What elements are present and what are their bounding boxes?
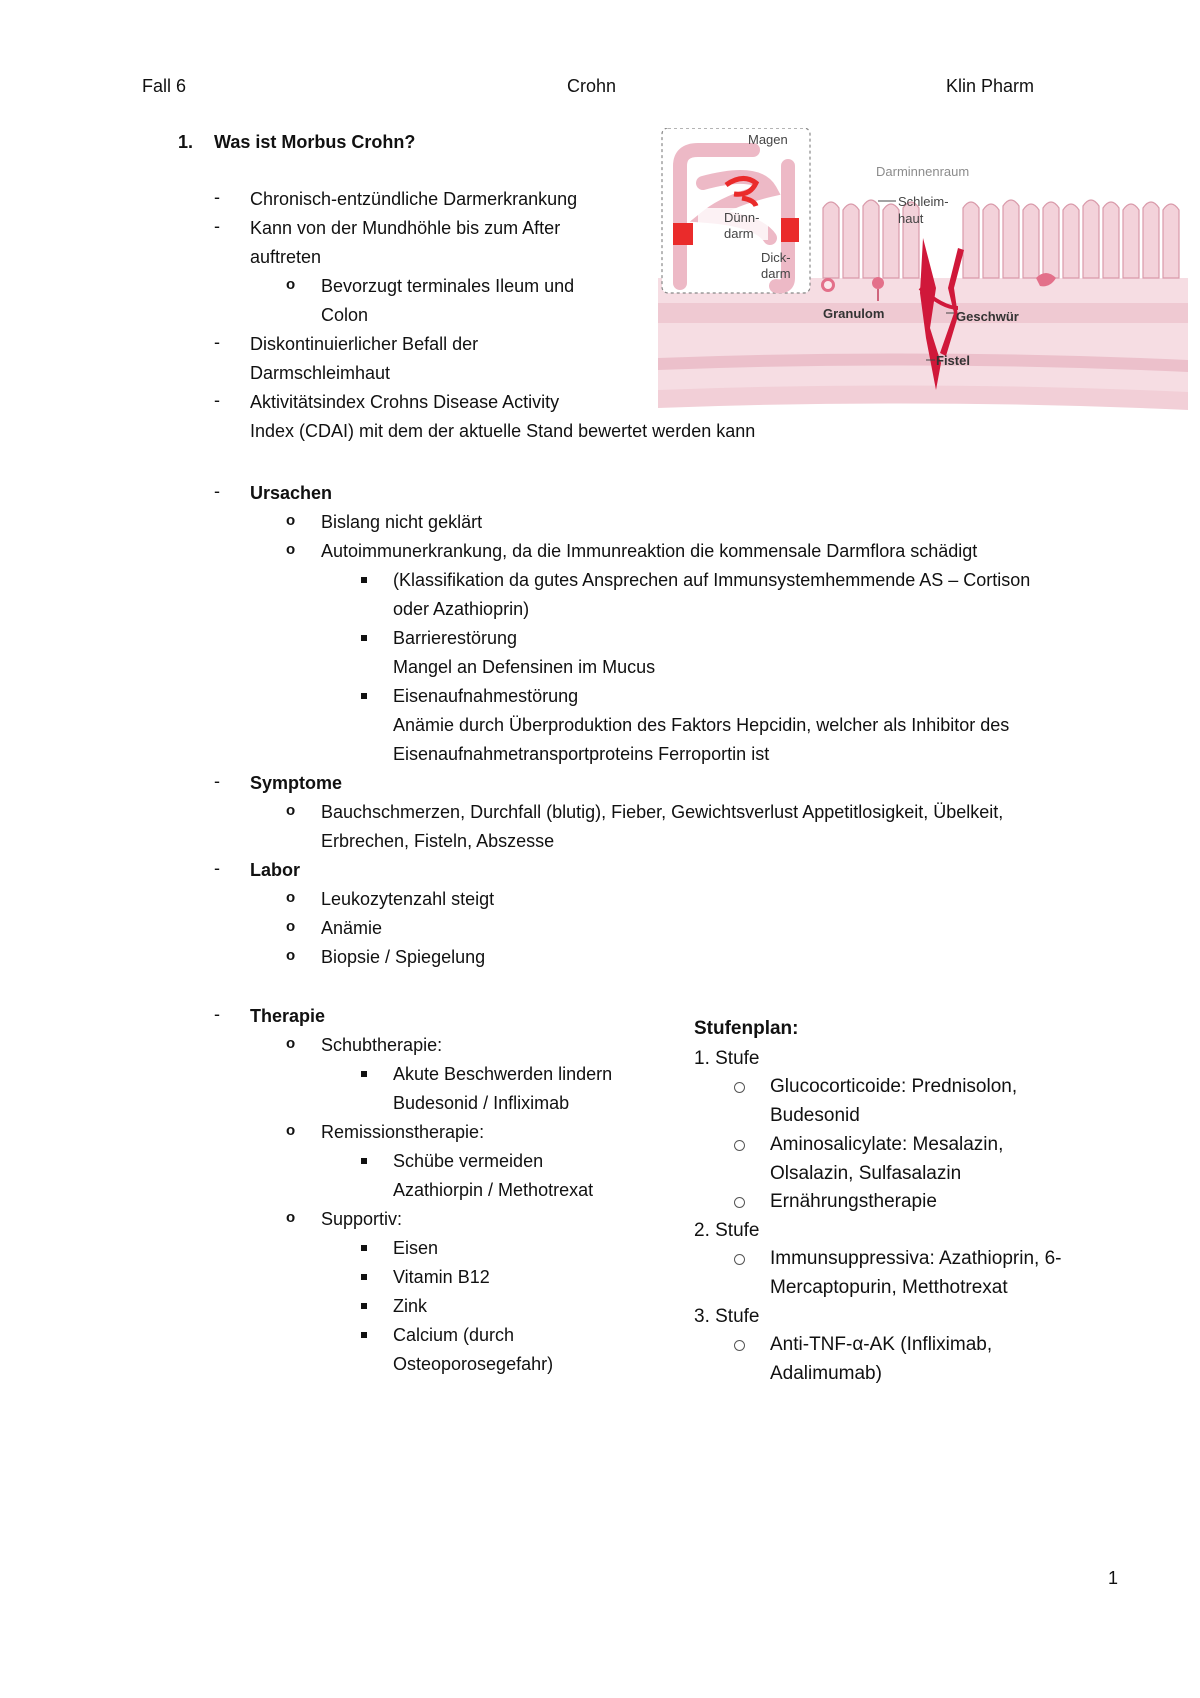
- list-item: Eisenaufnahmestörung: [393, 686, 579, 706]
- list-item: Vitamin B12: [393, 1267, 490, 1287]
- list-item: Autoimmunerkrankung, da die Immunreaktion die kommensale Darmflora schädigt: [321, 541, 978, 561]
- list-item: Olsalazin, Sulfasalazin: [770, 1163, 962, 1184]
- stufe-1-label: 1. Stufe: [694, 1048, 760, 1069]
- section-title: Was ist Morbus Crohn?: [214, 132, 416, 152]
- list-item: Bauchschmerzen, Durchfall (blutig), Fieber, Gewichtsverlust Appetitlosigkeit, Übelkeit,: [321, 802, 1004, 822]
- square-bullet: [361, 1274, 367, 1280]
- list-item: Bevorzugt terminales Ileum und: [321, 276, 575, 296]
- circle-bullet: [734, 1140, 745, 1151]
- list-item: Schübe vermeiden: [393, 1151, 544, 1171]
- list-item: Leukozytenzahl steigt: [321, 889, 495, 909]
- label-dickdarm-2: darm: [761, 266, 791, 281]
- square-bullet: [361, 1303, 367, 1309]
- label-dickdarm-1: Dick-: [761, 250, 791, 265]
- list-item: Kann von der Mundhöhle bis zum After: [250, 218, 561, 238]
- list-item: Glucocorticoide: Prednisolon,: [770, 1076, 1018, 1097]
- circle-bullet: [734, 1197, 745, 1208]
- circle-bullet: o: [286, 541, 296, 558]
- list-item: Diskontinuierlicher Befall der: [250, 334, 479, 354]
- list-item: Zink: [393, 1296, 428, 1316]
- page-number: 1: [1108, 1568, 1119, 1588]
- list-item: oder Azathioprin): [393, 599, 530, 619]
- dash-bullet: -: [214, 481, 220, 501]
- square-bullet: [361, 1332, 367, 1338]
- stufenplan-heading: Stufenplan:: [694, 1018, 799, 1039]
- list-item: Budesonid / Infliximab: [393, 1093, 570, 1113]
- symptome-heading: Symptome: [250, 773, 343, 793]
- list-item: Remissionstherapie:: [321, 1122, 485, 1142]
- list-item: Aktivitätsindex Crohns Disease Activity: [250, 392, 560, 412]
- label-fistel: Fistel: [936, 353, 970, 368]
- list-item: Anämie: [321, 918, 383, 938]
- circle-bullet: o: [286, 276, 296, 293]
- therapie-heading: Therapie: [250, 1006, 326, 1026]
- dash-bullet: -: [214, 216, 220, 236]
- list-item: Azathiorpin / Methotrexat: [393, 1180, 594, 1200]
- stufe-3-label: 3. Stufe: [694, 1306, 760, 1327]
- list-item: Mangel an Defensinen im Mucus: [393, 657, 656, 677]
- list-item: Supportiv:: [321, 1209, 403, 1229]
- label-granulom: Granulom: [823, 306, 885, 321]
- list-item: Barrierestörung: [393, 628, 518, 648]
- list-item: Mercaptopurin, Metthotrexat: [770, 1277, 1008, 1298]
- circle-bullet: [734, 1254, 745, 1265]
- list-item: Biopsie / Spiegelung: [321, 947, 486, 967]
- circle-bullet: o: [286, 889, 296, 906]
- crohn-illustration: [658, 128, 1188, 413]
- list-item: Anti-TNF-α-AK (Infliximab,: [770, 1334, 993, 1355]
- list-item: Chronisch-entzündliche Darmerkrankung: [250, 189, 578, 209]
- list-item: Colon: [321, 305, 369, 325]
- list-item: Erbrechen, Fisteln, Abszesse: [321, 831, 555, 851]
- list-item: Immunsuppressiva: Azathioprin, 6-: [770, 1248, 1062, 1269]
- dash-bullet: -: [214, 390, 220, 410]
- label-schleimhaut-1: Schleim-: [898, 194, 949, 209]
- list-item: Adalimumab): [770, 1363, 882, 1384]
- circle-bullet: o: [286, 947, 296, 964]
- list-item: Eisen: [393, 1238, 439, 1258]
- square-bullet: [361, 1071, 367, 1077]
- circle-bullet: o: [286, 1122, 296, 1139]
- list-item: (Klassifikation da gutes Ansprechen auf Immunsystemhemmende AS – Cortison: [393, 570, 1031, 590]
- dash-bullet: -: [214, 332, 220, 352]
- circle-bullet: o: [286, 1209, 296, 1226]
- header-center: Crohn: [567, 76, 617, 96]
- label-darminnenraum: Darminnenraum: [876, 164, 970, 179]
- circle-bullet: o: [286, 918, 296, 935]
- label-geschwuer: Geschwür: [956, 309, 1019, 324]
- list-item: auftreten: [250, 247, 322, 267]
- list-item: Bislang nicht geklärt: [321, 512, 483, 532]
- circle-bullet: o: [286, 802, 296, 819]
- label-duenndarm-1: Dünn-: [724, 210, 760, 225]
- square-bullet: [361, 635, 367, 641]
- section-number: 1.: [178, 132, 194, 152]
- dash-bullet: -: [214, 858, 220, 878]
- label-duenndarm-2: darm: [724, 226, 754, 241]
- label-schleimhaut-2: haut: [898, 211, 924, 226]
- list-item: Calcium (durch: [393, 1325, 515, 1345]
- list-item: Eisenaufnahmetransportproteins Ferroportin ist: [393, 744, 770, 764]
- square-bullet: [361, 693, 367, 699]
- dash-bullet: -: [214, 1004, 220, 1024]
- list-item: Schubtherapie:: [321, 1035, 443, 1055]
- header-right: Klin Pharm: [946, 76, 1035, 96]
- circle-bullet: [734, 1082, 745, 1093]
- list-item: Osteoporosegefahr): [393, 1354, 554, 1374]
- square-bullet: [361, 1245, 367, 1251]
- list-item: Anämie durch Überproduktion des Faktors Hepcidin, welcher als Inhibitor des: [393, 715, 1010, 735]
- dash-bullet: -: [214, 187, 220, 207]
- list-item: Index (CDAI) mit dem der aktuelle Stand bewertet werden kann: [250, 421, 756, 441]
- list-item: Budesonid: [770, 1105, 860, 1126]
- ursachen-heading: Ursachen: [250, 483, 333, 503]
- stufe-2-label: 2. Stufe: [694, 1220, 760, 1241]
- list-item: Ernährungstherapie: [770, 1191, 937, 1212]
- circle-bullet: o: [286, 512, 296, 529]
- square-bullet: [361, 1158, 367, 1164]
- list-item: Aminosalicylate: Mesalazin,: [770, 1134, 1004, 1155]
- list-item: Darmschleimhaut: [250, 363, 391, 383]
- dash-bullet: -: [214, 771, 220, 791]
- label-magen: Magen: [748, 132, 788, 147]
- list-item: Akute Beschwerden lindern: [393, 1064, 613, 1084]
- labor-heading: Labor: [250, 860, 301, 880]
- circle-bullet: [734, 1340, 745, 1351]
- circle-bullet: o: [286, 1035, 296, 1052]
- square-bullet: [361, 577, 367, 583]
- header-left: Fall 6: [142, 76, 187, 96]
